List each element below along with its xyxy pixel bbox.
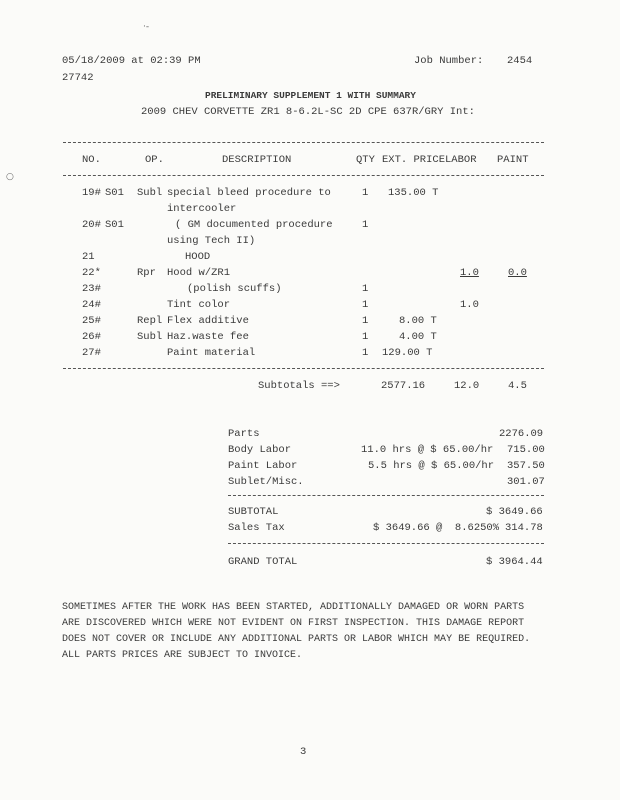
line-no: 26# [82,331,101,343]
line-desc: Haz.waste fee [167,331,249,343]
reference-number: 27742 [62,72,94,84]
line-op2: Rpr [137,267,156,279]
line-price: 129.00 T [382,347,433,359]
col-no: NO. [82,154,101,166]
subtotal-label: SUBTOTAL [228,506,279,518]
line-op: S01 [105,219,124,231]
subtotal-amount: $ 3649.66 [486,506,543,518]
page-number: 3 [300,746,307,758]
paint-labor-amount: 357.50 [507,460,545,472]
parts-label: Parts [228,428,260,440]
col-paint: PAINT [497,154,529,166]
col-qty: QTY [356,154,375,166]
line-no: 22* [82,267,101,279]
grand-total-amount: $ 3964.44 [486,556,543,568]
job-number-label: Job Number: [414,55,484,67]
date-time: 05/18/2009 at 02:39 PM [62,55,201,67]
disclaimer-line: SOMETIMES AFTER THE WORK HAS BEEN STARTED, ADDITIONALLY DAMAGED OR WORN PARTS [62,602,525,613]
line-no: 19# [82,187,101,199]
line-qty: 1 [362,315,369,327]
line-qty: 1 [362,283,369,295]
line-price: 4.00 T [399,331,437,343]
line-desc: ( GM documented procedure [175,219,333,231]
col-labor: LABOR [445,154,477,166]
disclaimer-line: DOES NOT COVER OR INCLUDE ANY ADDITIONAL PARTS OR LABOR WHICH MAY BE REQUIRED. [62,634,531,645]
line-qty: 1 [362,187,369,199]
header-rule-bottom [63,175,544,176]
sales-tax-amount: 314.78 [505,522,543,534]
line-desc: intercooler [167,203,237,215]
header-rule-top [63,142,544,143]
line-qty: 1 [362,299,369,311]
paint-labor-label: Paint Labor [228,460,298,472]
summary-rule-1 [228,495,544,496]
line-qty: 1 [362,219,369,231]
items-rule [63,368,544,369]
line-price: 135.00 T [388,187,439,199]
line-no: 27# [82,347,101,359]
line-desc: using Tech II) [167,235,256,247]
line-op: S01 [105,187,124,199]
paint-labor-rate: 5.5 hrs @ $ 65.00/hr [368,460,495,472]
line-no: 21 [82,251,95,263]
document-title: PRELIMINARY SUPPLEMENT 1 WITH SUMMARY [205,90,416,101]
sublet-label: Sublet/Misc. [228,476,304,488]
summary-rule-2 [228,543,544,544]
job-number: 2454 [507,55,533,67]
col-op: OP. [145,154,164,166]
line-desc: (polish scuffs) [187,283,282,295]
grand-total-label: GRAND TOTAL [228,556,298,568]
disclaimer-line: ALL PARTS PRICES ARE SUBJECT TO INVOICE. [62,650,303,661]
line-no: 25# [82,315,101,327]
subtotals-paint: 4.5 [508,380,527,392]
col-ext-price: EXT. PRICE [382,154,446,166]
subtotals-price: 2577.16 [381,380,426,392]
line-desc: Tint color [167,299,231,311]
line-no: 23# [82,283,101,295]
disclaimer-line: ARE DISCOVERED WHICH WERE NOT EVIDENT ON FIRST INSPECTION. THIS DAMAGE REPORT [62,618,525,629]
subtotals-labor: 12.0 [454,380,480,392]
body-labor-amount: 715.00 [507,444,545,456]
sublet-amount: 301.07 [507,476,545,488]
line-no: 20# [82,219,101,231]
line-paint: 0.0 [508,267,527,279]
line-labor: 1.0 [460,299,479,311]
line-desc: Paint material [167,347,256,359]
line-desc: HOOD [185,251,211,263]
col-description: DESCRIPTION [222,154,292,166]
line-op2: Repl [137,315,163,327]
body-labor-label: Body Labor [228,444,292,456]
line-price: 8.00 T [399,315,437,327]
line-op2: Subl [137,331,163,343]
line-labor: 1.0 [460,267,479,279]
sales-tax-calc: $ 3649.66 @ 8.6250% [373,522,500,534]
line-qty: 1 [362,347,369,359]
subtotals-label: Subtotals ==> [258,380,340,392]
line-desc: special bleed procedure to [167,187,331,199]
scan-mark: ·- [143,22,150,32]
line-no: 24# [82,299,101,311]
parts-amount: 2276.09 [499,428,544,440]
sales-tax-label: Sales Tax [228,522,285,534]
vehicle-description: 2009 CHEV CORVETTE ZR1 8-6.2L-SC 2D CPE 637R/GRY Int: [141,106,475,118]
body-labor-rate: 11.0 hrs @ $ 65.00/hr [361,444,494,456]
line-op2: Subl [137,187,163,199]
line-desc: Flex additive [167,315,249,327]
line-qty: 1 [362,331,369,343]
hole-punch-mark: ○ [6,172,14,182]
line-desc: Hood w/ZR1 [167,267,231,279]
